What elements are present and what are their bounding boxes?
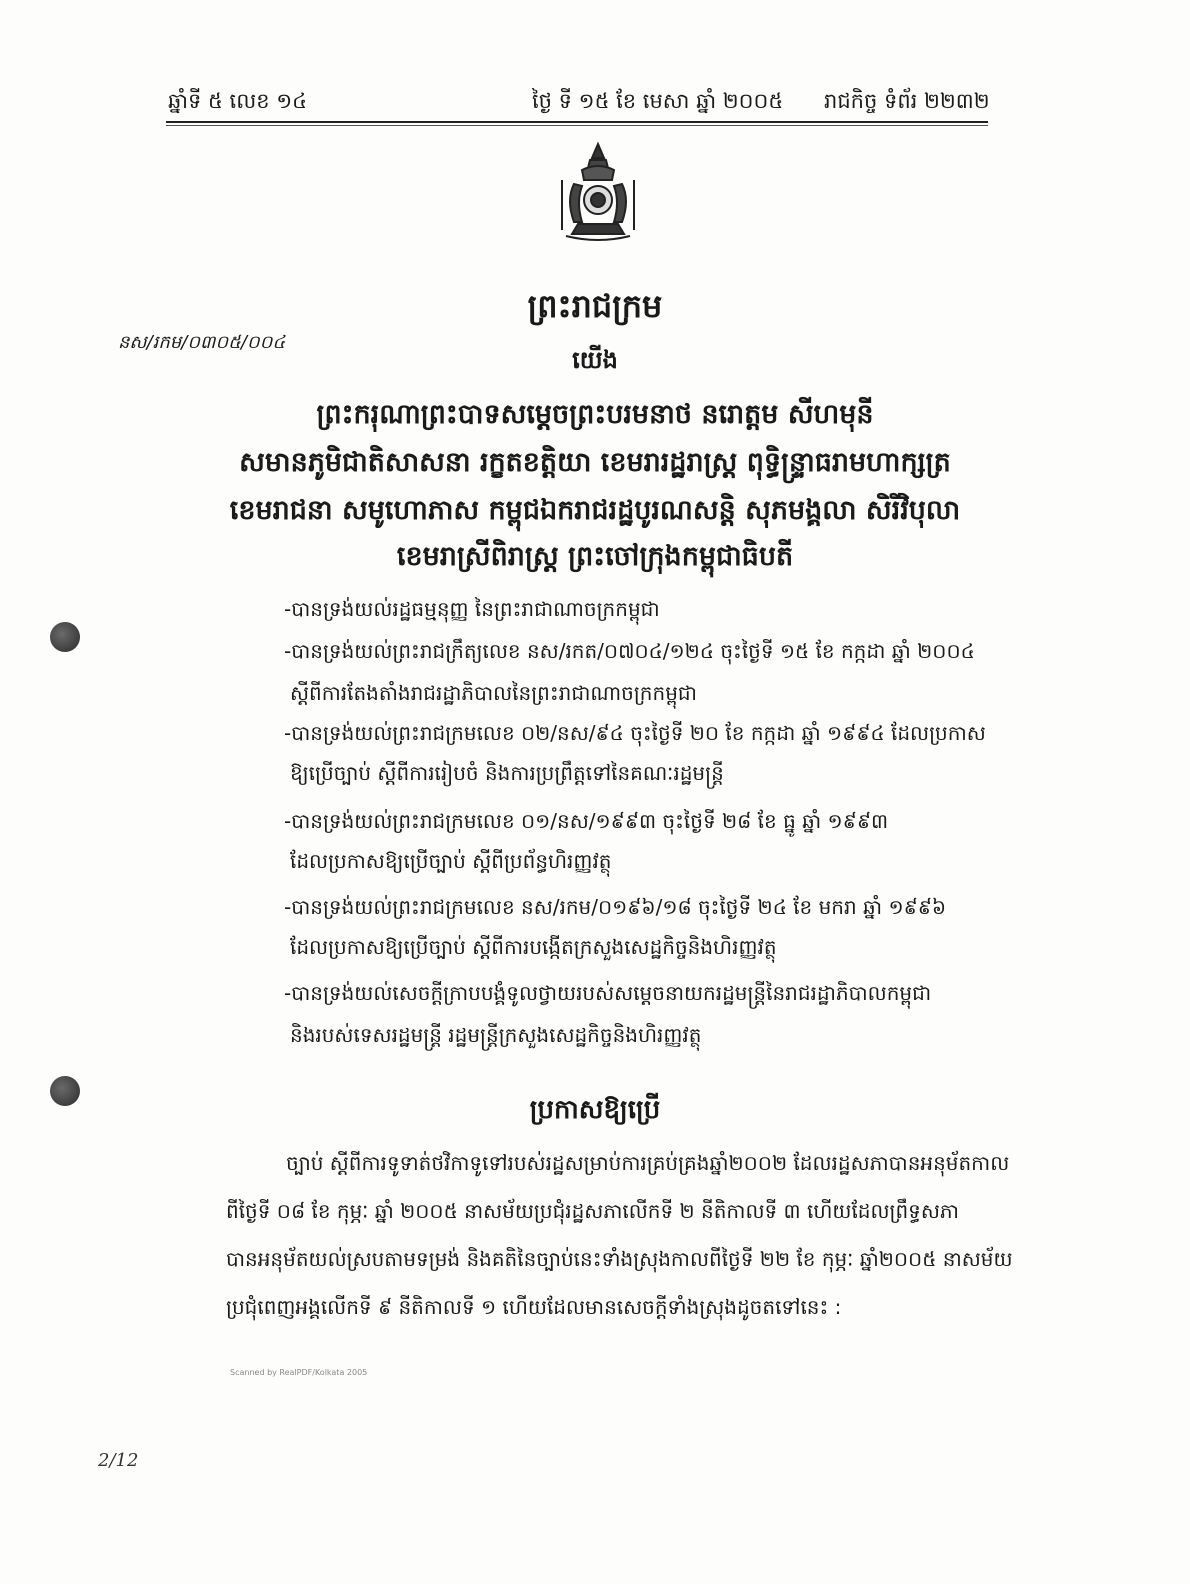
- clause-line: -បានទ្រង់យល់រដ្ឋធម្មនុញ្ញ នៃព្រះរាជាណាចក្រកម្ពុជា: [284, 597, 660, 621]
- royal-coat-of-arms-icon: [552, 140, 644, 244]
- header-page: រាជកិច្ច ទំព័រ ២២៣២: [824, 89, 990, 113]
- decree-title: ព្រះរាជក្រម: [527, 287, 663, 325]
- punch-hole-top: [50, 622, 80, 652]
- header-rule: [166, 121, 988, 123]
- clause-line: -បានទ្រង់យល់ព្រះរាជក្រឹត្យលេខ នស/រកត/០៧០៤/១២៤ ចុះថ្ងៃទី ១៥ ខែ កក្កដា ឆ្នាំ ២០០៤: [284, 639, 975, 663]
- handwritten-note: 2/12: [98, 1450, 139, 1471]
- header-issue: ឆ្នាំទី ៥ លេខ ១៤: [168, 89, 307, 113]
- body-line: ច្បាប់ ស្តីពីការទូទាត់ថវិកាទូទៅរបស់រដ្ឋសម្រាប់ការគ្រប់គ្រងឆ្នាំ២០០២ ដែលរដ្ឋសភាបានអនុម័តកាល: [286, 1151, 1010, 1175]
- gazette-header: [168, 88, 988, 120]
- clause-line: -បានទ្រង់យល់ព្រះរាជក្រមលេខ ០២/នស/៩៤ ចុះថ្ងៃទី ២០ ខែ កក្កដា ឆ្នាំ ១៩៩៤ ដែលប្រកាស: [284, 721, 986, 745]
- reference-number: នស/រកម/០៣០៥/០០៤: [118, 332, 286, 353]
- body-line: បានអនុម័តយល់ស្របតាមទម្រង់ និងគតិនៃច្បាប់នេះទាំងស្រុងកាលពីថ្ងៃទី ២២ ខែ កុម្ភៈ ឆ្នាំ២០០៥ នាសម័យ: [226, 1247, 1013, 1271]
- clause-line: -បានទ្រង់យល់ព្រះរាជក្រមលេខ នស/រកម/០១៩៦/១៨ ចុះថ្ងៃទី ២៤ ខែ មករា ឆ្នាំ ១៩៩៦: [284, 895, 947, 919]
- clause-line: និងរបស់ទេសរដ្ឋមន្ត្រី រដ្ឋមន្ត្រីក្រសួងសេដ្ឋកិច្ចនិងហិរញ្ញវត្ថុ: [290, 1023, 702, 1047]
- body-line: ពីថ្ងៃទី ០៨ ខែ កុម្ភៈ ឆ្នាំ ២០០៥ នាសម័យប្រជុំរដ្ឋសភាលើកទី ២ នីតិកាលទី ៣ ហើយដែលព្រឹទ្ធសភា: [226, 1199, 959, 1223]
- king-title-line: ព្រះករុណាព្រះបាទសម្តេចព្រះបរមនាថ នរោត្តម សីហមុនី: [316, 399, 874, 430]
- clause-line: ដែលប្រកាសឱ្យប្រើច្បាប់ ស្តីពីប្រព័ន្ធហិរញ្ញវត្ថុ: [290, 849, 612, 873]
- clause-line: ឱ្យប្រើច្បាប់ ស្តីពីការរៀបចំ និងការប្រព្រឹត្តទៅនៃគណៈរដ្ឋមន្ត្រី: [290, 761, 724, 785]
- header-date: ថ្ងៃ ទី ១៥ ខែ មេសា ឆ្នាំ ២០០៥: [532, 89, 784, 113]
- clause-line: -បានទ្រង់យល់សេចក្តីក្រាបបង្គំទូលថ្វាយរបស់សម្តេចនាយករដ្ឋមន្ត្រីនៃរាជរដ្ឋាភិបាលកម្ពុជា: [284, 981, 932, 1005]
- scan-footnote: Scanned by RealPDF/Kolkata 2005: [230, 1368, 368, 1377]
- body-line: ប្រជុំពេញអង្គលើកទី ៩ នីតិកាលទី ១ ហើយដែលមានសេចក្តីទាំងស្រុងដូចតទៅនេះ :: [226, 1295, 842, 1319]
- clause-line: ស្តីពីការតែងតាំងរាជរដ្ឋាភិបាលនៃព្រះរាជាណាចក្រកម្ពុជា: [290, 681, 697, 705]
- clause-line: ដែលប្រកាសឱ្យប្រើច្បាប់ ស្តីពីការបង្កើតក្រសួងសេដ្ឋកិច្ចនិងហិរញ្ញវត្ថុ: [290, 935, 777, 959]
- king-title-line: ខេមរាជនា សមូហោភាស កម្ពុជឯករាជរដ្ឋបូរណសន្តិ សុភមង្គលា សិរីវិបុលា: [229, 495, 961, 526]
- king-title-line: ខេមរាស្រីពិរាស្ត្រ ព្រះចៅក្រុងកម្ពុជាធិបតី: [396, 541, 794, 572]
- clause-line: -បានទ្រង់យល់ព្រះរាជក្រមលេខ ០១/នស/១៩៩៣ ចុះថ្ងៃទី ២៨ ខែ ធ្នូ ឆ្នាំ ១៩៩៣: [284, 809, 889, 833]
- decree-we: យើង: [572, 346, 618, 374]
- king-title-line: សមានភូមិជាតិសាសនា រក្ខតខត្តិយា ខេមរារដ្ឋរាស្ត្រ ពុទ្ធិន្ទ្រាធរាមហាក្សត្រ: [239, 447, 951, 478]
- section-heading: ប្រកាសឱ្យប្រើ: [529, 1095, 661, 1125]
- header-rule-thin: [166, 125, 988, 126]
